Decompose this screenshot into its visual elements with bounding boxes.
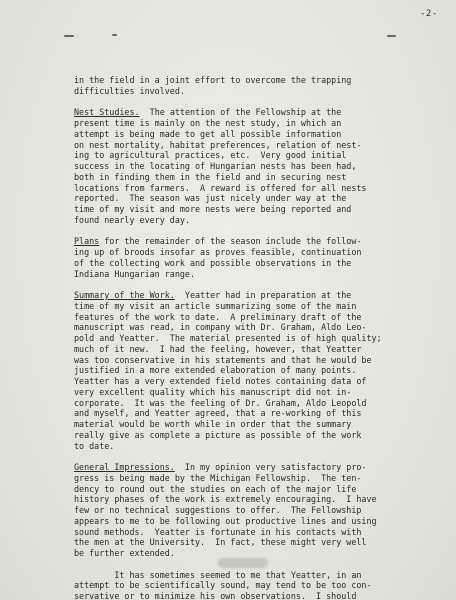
line-text: present time is mainly on the nest study, in which an [74,118,342,128]
line-text: the men at the University. In fact, these might very well [74,537,367,548]
line-text: In my opinion very satisfactory pro- [174,462,367,472]
text-line [74,226,438,237]
line-text: ing up of broods insofar as proves feasible, continuation [74,247,362,257]
text-line [74,419,438,430]
text-line [74,258,438,269]
line-text: for the remainder of the season include the follow- [99,236,362,247]
text-line [74,204,438,215]
text-line [74,591,438,600]
line-text: The attention of the Fellowship at the [139,107,342,118]
text-line [74,86,438,97]
text-line [74,537,438,548]
line-text: very excellent quality which his manuscript did not in- [74,386,352,397]
line-text: time of my visit an article summarizing some of the main [74,300,357,311]
text-line [74,365,438,376]
line-text: justified in a more extended elaboration of many points. [74,365,357,376]
text-line [74,172,438,183]
text-line [74,118,438,129]
line-text: was too conservative in his statements and that he would be [74,354,372,365]
page-number: -2- [420,9,438,19]
text-line [74,140,438,151]
text-line [74,505,438,516]
line-text: found nearly every day. [74,214,190,225]
line-text: reported. The season was just nicely under way at the [74,193,347,204]
text-line [74,580,438,591]
line-text: difficulties involved. [74,85,185,96]
line-text: in the field in a joint effort to overcome the trapping [74,75,352,85]
section-first-line [74,462,438,473]
line-text: features of the work to date. A preliminary draft of the [74,311,362,322]
line-text: attempt to be scientifically sound, may tend to be too con- [74,580,372,591]
text-line [74,150,438,161]
text-line [74,355,438,366]
text-line [74,494,438,505]
text-line [74,484,438,495]
line-text: locations from farmers. A reward is offered for all nests [74,182,367,193]
section-first-line [74,236,438,247]
line-text: pold and Yeatter. The material presented is of high quality; [74,333,382,343]
text-line [74,215,438,226]
text-line [74,129,438,140]
text-line [74,408,438,419]
text-line [74,516,438,527]
line-text: appears to me to be following out productive lines and using [74,515,377,526]
line-text: gress is being made by the Michigan Fellowship. The ten- [74,472,362,483]
text-line [74,570,438,581]
text-line [74,97,438,108]
paper-mark [64,35,74,37]
line-text: much of it new. I had the feeling, however, that Yeatter [74,343,362,354]
text-line [74,322,438,333]
text-line [74,398,438,409]
line-text: of the collecting work and possible observations in the [74,257,352,268]
line-text: ing to agricultural practices, etc. Very good initial [74,150,347,161]
ink-smudge [218,558,268,568]
typed-text-body [74,75,438,600]
line-text: on nest mortality, habitat preferences, relation of nest- [74,139,362,150]
line-text: Yeatter had in preparation at the [174,290,352,300]
text-line [74,269,438,280]
section-heading: Nest Studies. [74,107,140,118]
line-text: both in finding them in the field and in securing nest [74,171,347,182]
text-line [74,387,438,398]
line-text: corporate. It was the feeling of Dr. Graham, Aldo Leopold [74,397,367,408]
text-line [74,279,438,290]
paper-mark [112,34,117,36]
line-text: dency to round out the studies on each of the major life [74,483,357,494]
section-heading: Plans [74,236,100,247]
line-text: time of my visit and more nests were being reported and [74,204,352,214]
text-line [74,333,438,344]
paper-mark [387,35,396,37]
line-text: history phases of the work is extremely encouraging. I have [74,494,377,505]
line-text: to date. [74,440,115,451]
line-text: be further extended. [74,548,175,558]
line-text: It has sometimes seemed to me that Yeatter, in an [74,569,362,580]
line-text: few or no technical suggestions to offer. The Fellowship [74,505,362,515]
text-line [74,301,438,312]
text-line [74,183,438,194]
text-line [74,161,438,172]
section-heading: Summary of the Work. [74,290,175,300]
section-heading: General Impressions. [74,462,175,472]
text-line [74,473,438,484]
line-text: Yeatter has a very extended field notes containing data of [74,376,367,386]
line-text: attempt is being made to get all possible information [74,128,342,139]
text-line [74,193,438,204]
text-line [74,441,438,452]
text-line [74,376,438,387]
line-text: success in the locating of Hungarian nests has been had, [74,161,357,171]
line-text: sound methods. Yeatter is fortunate in his contacts with [74,526,362,537]
text-line [74,451,438,462]
text-line [74,430,438,441]
text-line [74,312,438,323]
text-line [74,247,438,258]
section-first-line [74,290,438,301]
line-text: Indiana Hungarian range. [74,268,196,279]
section-first-line [74,107,438,118]
line-text: servative or to minimize his own observations. I should [74,591,357,600]
text-line [74,344,438,355]
text-line [74,75,438,86]
line-text: and myself, and Yeatter agreed, that a re-working of this [74,408,362,419]
line-text: material would be worth while in order that the summary [74,419,352,429]
text-line [74,527,438,538]
line-text: really give as complete a picture as possible of the work [74,429,362,440]
line-text: manuscript was read, in company with Dr. Graham, Aldo Leo- [74,322,367,333]
